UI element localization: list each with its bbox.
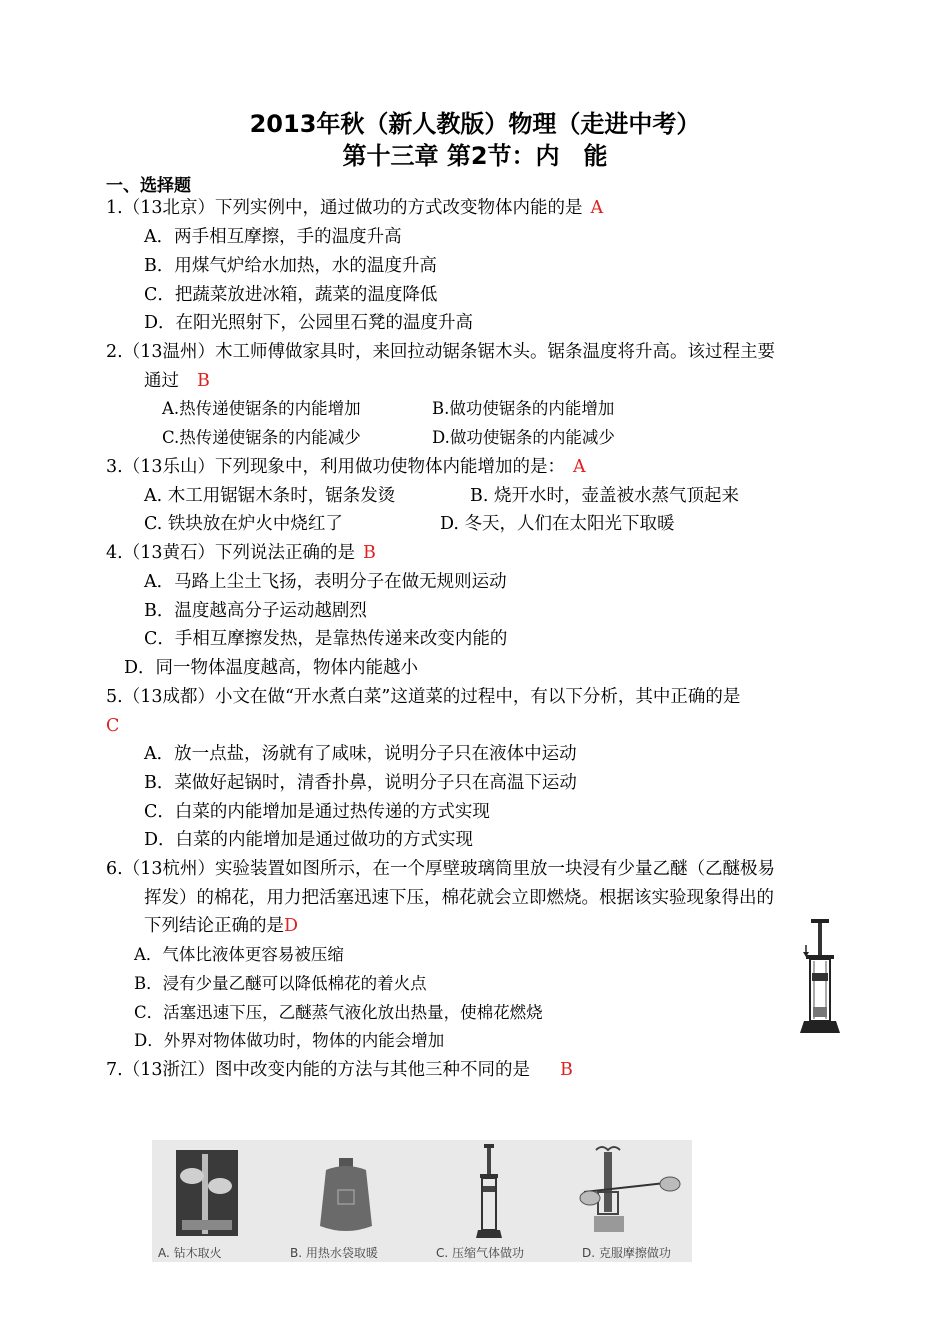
option: B．温度越高分子运动越剧烈 xyxy=(144,601,367,621)
option: D．白菜的内能增加是通过做功的方式实现 xyxy=(144,830,474,850)
question-stem: 4.（13黄石）下列说法正确的是 xyxy=(106,543,355,563)
option: D．外界对物体做功时，物体的内能会增加 xyxy=(134,1031,445,1050)
caption-a: A. 钻木取火 xyxy=(158,1246,222,1260)
question-4 xyxy=(106,542,376,564)
section-heading: 一、选择题 xyxy=(106,176,191,196)
page-title: 2013年秋（新人教版）物理（走进中考） xyxy=(249,110,701,138)
question-1 xyxy=(106,197,603,219)
option: B.做功使锯条的内能增加 xyxy=(432,399,615,418)
option: D. 冬天，人们在太阳光下取暖 xyxy=(440,514,675,534)
option: A．马路上尘土飞扬，表明分子在做无规则运动 xyxy=(144,572,507,592)
gas-compression-figure xyxy=(476,1142,502,1242)
option: C．手相互摩擦发热，是靠热传递来改变内能的 xyxy=(144,629,508,649)
option: C．把蔬菜放进冰箱，蔬菜的温度降低 xyxy=(144,285,438,305)
friction-work-figure xyxy=(574,1142,686,1238)
question-6-stem-cont: 挥发）的棉花，用力把活塞迅速下压，棉花就会立即燃烧。根据该实验现象得出的 xyxy=(144,888,774,908)
compression-cylinder-figure xyxy=(798,915,842,1039)
option: A．气体比液体更容易被压缩 xyxy=(134,945,344,964)
option: D.做功使锯条的内能减少 xyxy=(432,428,615,447)
option: C．活塞迅速下压，乙醚蒸气液化放出热量，使棉花燃烧 xyxy=(134,1003,543,1022)
option: A.热传递使锯条的内能增加 xyxy=(162,399,361,418)
caption-b: B. 用热水袋取暖 xyxy=(290,1246,378,1260)
answer: D xyxy=(284,916,299,936)
question-7 xyxy=(106,1059,573,1081)
option: B．菜做好起锅时，清香扑鼻，说明分子只在高温下运动 xyxy=(144,773,577,793)
chapter-title: 第十三章 第2节：内 能 xyxy=(342,142,608,170)
question-2-stem: 2.（13温州）木工师傅做家具时，来回拉动锯条锯木头。锯条温度将升高。该过程主要 xyxy=(106,342,775,362)
answer: B xyxy=(362,543,376,563)
question-stem: 1.（13北京）下列实例中，通过做功的方式改变物体内能的是 xyxy=(106,198,583,218)
answer: B xyxy=(559,1060,573,1080)
option: C．白菜的内能增加是通过热传递的方式实现 xyxy=(144,802,490,822)
answer: A xyxy=(572,457,586,477)
option: D．在阳光照射下，公园里石凳的温度升高 xyxy=(144,313,474,333)
option: B．浸有少量乙醚可以降低棉花的着火点 xyxy=(134,974,427,993)
question-6-stem-cont xyxy=(144,915,298,937)
question-stem: 3.（13乐山）下列现象中，利用做功使物体内能增加的是： xyxy=(106,457,565,477)
answer: C xyxy=(106,716,120,736)
question-stem: 7.（13浙江）图中改变内能的方法与其他三种不同的是 xyxy=(106,1060,530,1080)
option: B．用煤气炉给水加热，水的温度升高 xyxy=(144,256,437,276)
answer: B xyxy=(197,371,210,391)
option: B. 烧开水时，壶盖被水蒸气顶起来 xyxy=(470,486,739,506)
caption-c: C. 压缩气体做功 xyxy=(436,1246,525,1260)
option: A．两手相互摩擦，手的温度升高 xyxy=(144,227,402,247)
drill-wood-figure xyxy=(172,1146,242,1238)
option: C.热传递使锯条的内能减少 xyxy=(162,428,361,447)
answer: A xyxy=(590,198,604,218)
question-6-stem: 6.（13杭州）实验装置如图所示，在一个厚壁玻璃筒里放一块浸有少量乙醚（乙醚极易 xyxy=(106,859,775,879)
hot-water-bag-figure xyxy=(312,1156,380,1236)
option: A．放一点盐，汤就有了咸味，说明分子只在液体中运动 xyxy=(144,744,577,764)
question-5-stem: 5.（13成都）小文在做“开水煮白菜”这道菜的过程中，有以下分析，其中正确的是 xyxy=(106,687,741,707)
option: C. 铁块放在炉火中烧红了 xyxy=(144,514,343,534)
option: A. 木工用锯锯木条时，锯条发烫 xyxy=(144,486,396,506)
caption-d: D. 克服摩擦做功 xyxy=(582,1246,671,1260)
option: D．同一物体温度越高，物体内能越小 xyxy=(124,658,419,678)
question-3 xyxy=(106,456,586,478)
question-stem: 下列结论正确的是 xyxy=(144,916,284,936)
question-stem: 通过 xyxy=(144,371,179,391)
question-2-stem-cont xyxy=(144,370,210,392)
